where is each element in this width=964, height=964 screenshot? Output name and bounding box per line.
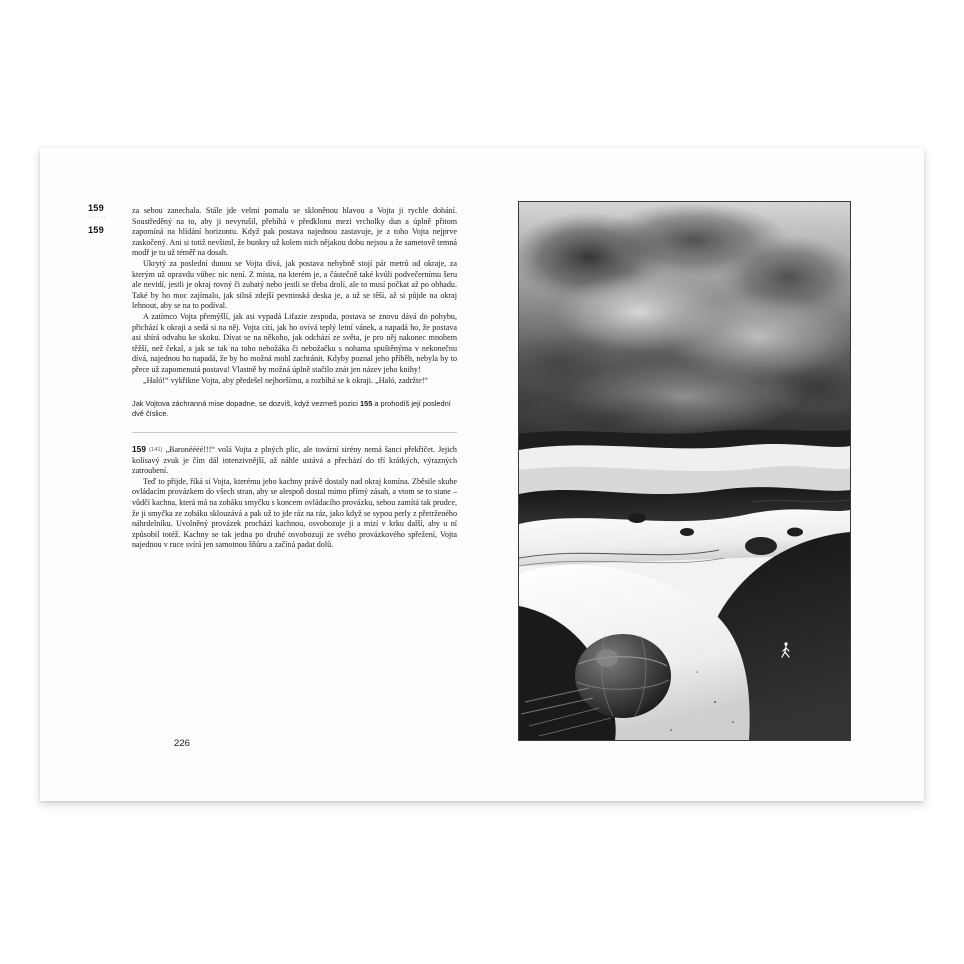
footnote-first-paragraph (132, 444, 457, 477)
margin-note-number-2[interactable]: 159 (88, 224, 104, 235)
instruction-note (132, 399, 457, 419)
instruction-note-text-after: a prohodíš její poslední dvě číslice. (132, 399, 451, 419)
body-paragraph: Ukrytý za poslední dunou se Vojta dívá, jak postava nehybně stojí pár metrů od okraje, za kterým už opravdu vůbec nic není. Z místa, na kterém je, a částečně také kvůli podvečernímu šeru ale nevidí, jestli je okraj rovný či zubatý nebo jestli se třeba drolí, ale to musí počkat až po obhadu. Také by ho moc zajímalo, jak silná zdejší pevninská deska je, a už se těší, až si půjde na okraj lehnout, aby se na to podíval. (132, 258, 457, 311)
book-page-sheet (40, 148, 924, 801)
page-number: 226 (174, 738, 191, 749)
footnote-divider (132, 432, 457, 433)
instruction-note-position-number[interactable]: 155 (360, 399, 373, 409)
margin-note-dots: ····· (90, 213, 108, 221)
footnote-reference: (141) (148, 447, 163, 454)
body-paragraph: za sebou zanechala. Stále jde velmi pomalu se skloněnou hlavou a Vojta ji rychle dohání. Soustředěný na to, aby ji nevyrušil, přebíhá v předklonu mezi vrcholky dun a úplně přitom zapomíná na hlídání horizontu. Když pak postava najednou zastavuje, je z toho Vojta nejprve zaskočený. Ani si totiž nevšiml, že bunkry už kolem nich nějakou dobu nejsou a že sametově temná modř je tu už téměř na dosah. (132, 206, 457, 258)
margin-note-number-1[interactable]: 159 (88, 202, 104, 213)
body-paragraph: „Haló!“ vykřikne Vojta, aby předešel nejhoršímu, a rozbíhá se k okraji. „Haló, zadržte!“ (143, 375, 429, 385)
footnote-number[interactable]: 159 (132, 444, 146, 455)
footnote-text: „Baronéééé!!!“ volá Vojta z plných plic, ale tovární sirény nemá šanci překřičet. Jejich kolísavý zvuk je čím dál intenzivnější, až náhle ustává a přechází do tří krátkých, výrazných zatroubení. (132, 445, 457, 476)
dune-landscape-illustration (518, 201, 851, 741)
body-paragraph: A zatímco Vojta přemýšlí, jak asi vypadá Lifazie zespoda, postava se znovu dává do pohybu, přichází k okraji a sedá si na něj. Vojta cítí, jak ho ovívá teplý letní vánek, a napadá ho, že postava asi sbírá odvahu ke skoku. Dívat se na někoho, jak odchází ze světa, je pro něj nakonec mnohem těžší, než čekal, a jak se tak na toho nebožáka či nebožačku s nohama spuštěnýma v nekonečnu dívá, najednou ho napadá, že by ho možná mohl zachránit. Kdyby poznal jeho příběh, nebyla by to přece už zapomenutá postava! Vlastně by možná úplně stačilo znát jen název jeho knihy! (132, 311, 457, 374)
footnote-paragraph: Teď to přijde, říká si Vojta, kterému jeho kachny právě dostaly nad okraj komína. Zběsile skube ovládacím provázkem do všech stran, aby se alespoň dostal mimo přímý zásah, a vtom se to stane – vůdčí kachna, která má na zobáku smyčku s koncem ovládacího provázku, sebou zamítá tak prudce, že ji smyčka ze zobáku sklouzává a pak už to jde ráz na ráz, jako když se sypou perly z přetrženého náhrdelníku. Uvolněný provázek prochází kachnou, osvobozuje ji a mizí v krku další, aby u ní způsobil totéž. Kachny se tak jedna po druhé osvobozují ze svého provázkového spřežení, Vojta najednou v ruce svírá jen samotnou šňůru a začíná padat dolů. (132, 476, 457, 550)
text-column (88, 202, 457, 551)
instruction-note-text-before: Jak Vojtova záchranná mise dopadne, se dozvíš, když vezmeš pozici (132, 399, 360, 409)
